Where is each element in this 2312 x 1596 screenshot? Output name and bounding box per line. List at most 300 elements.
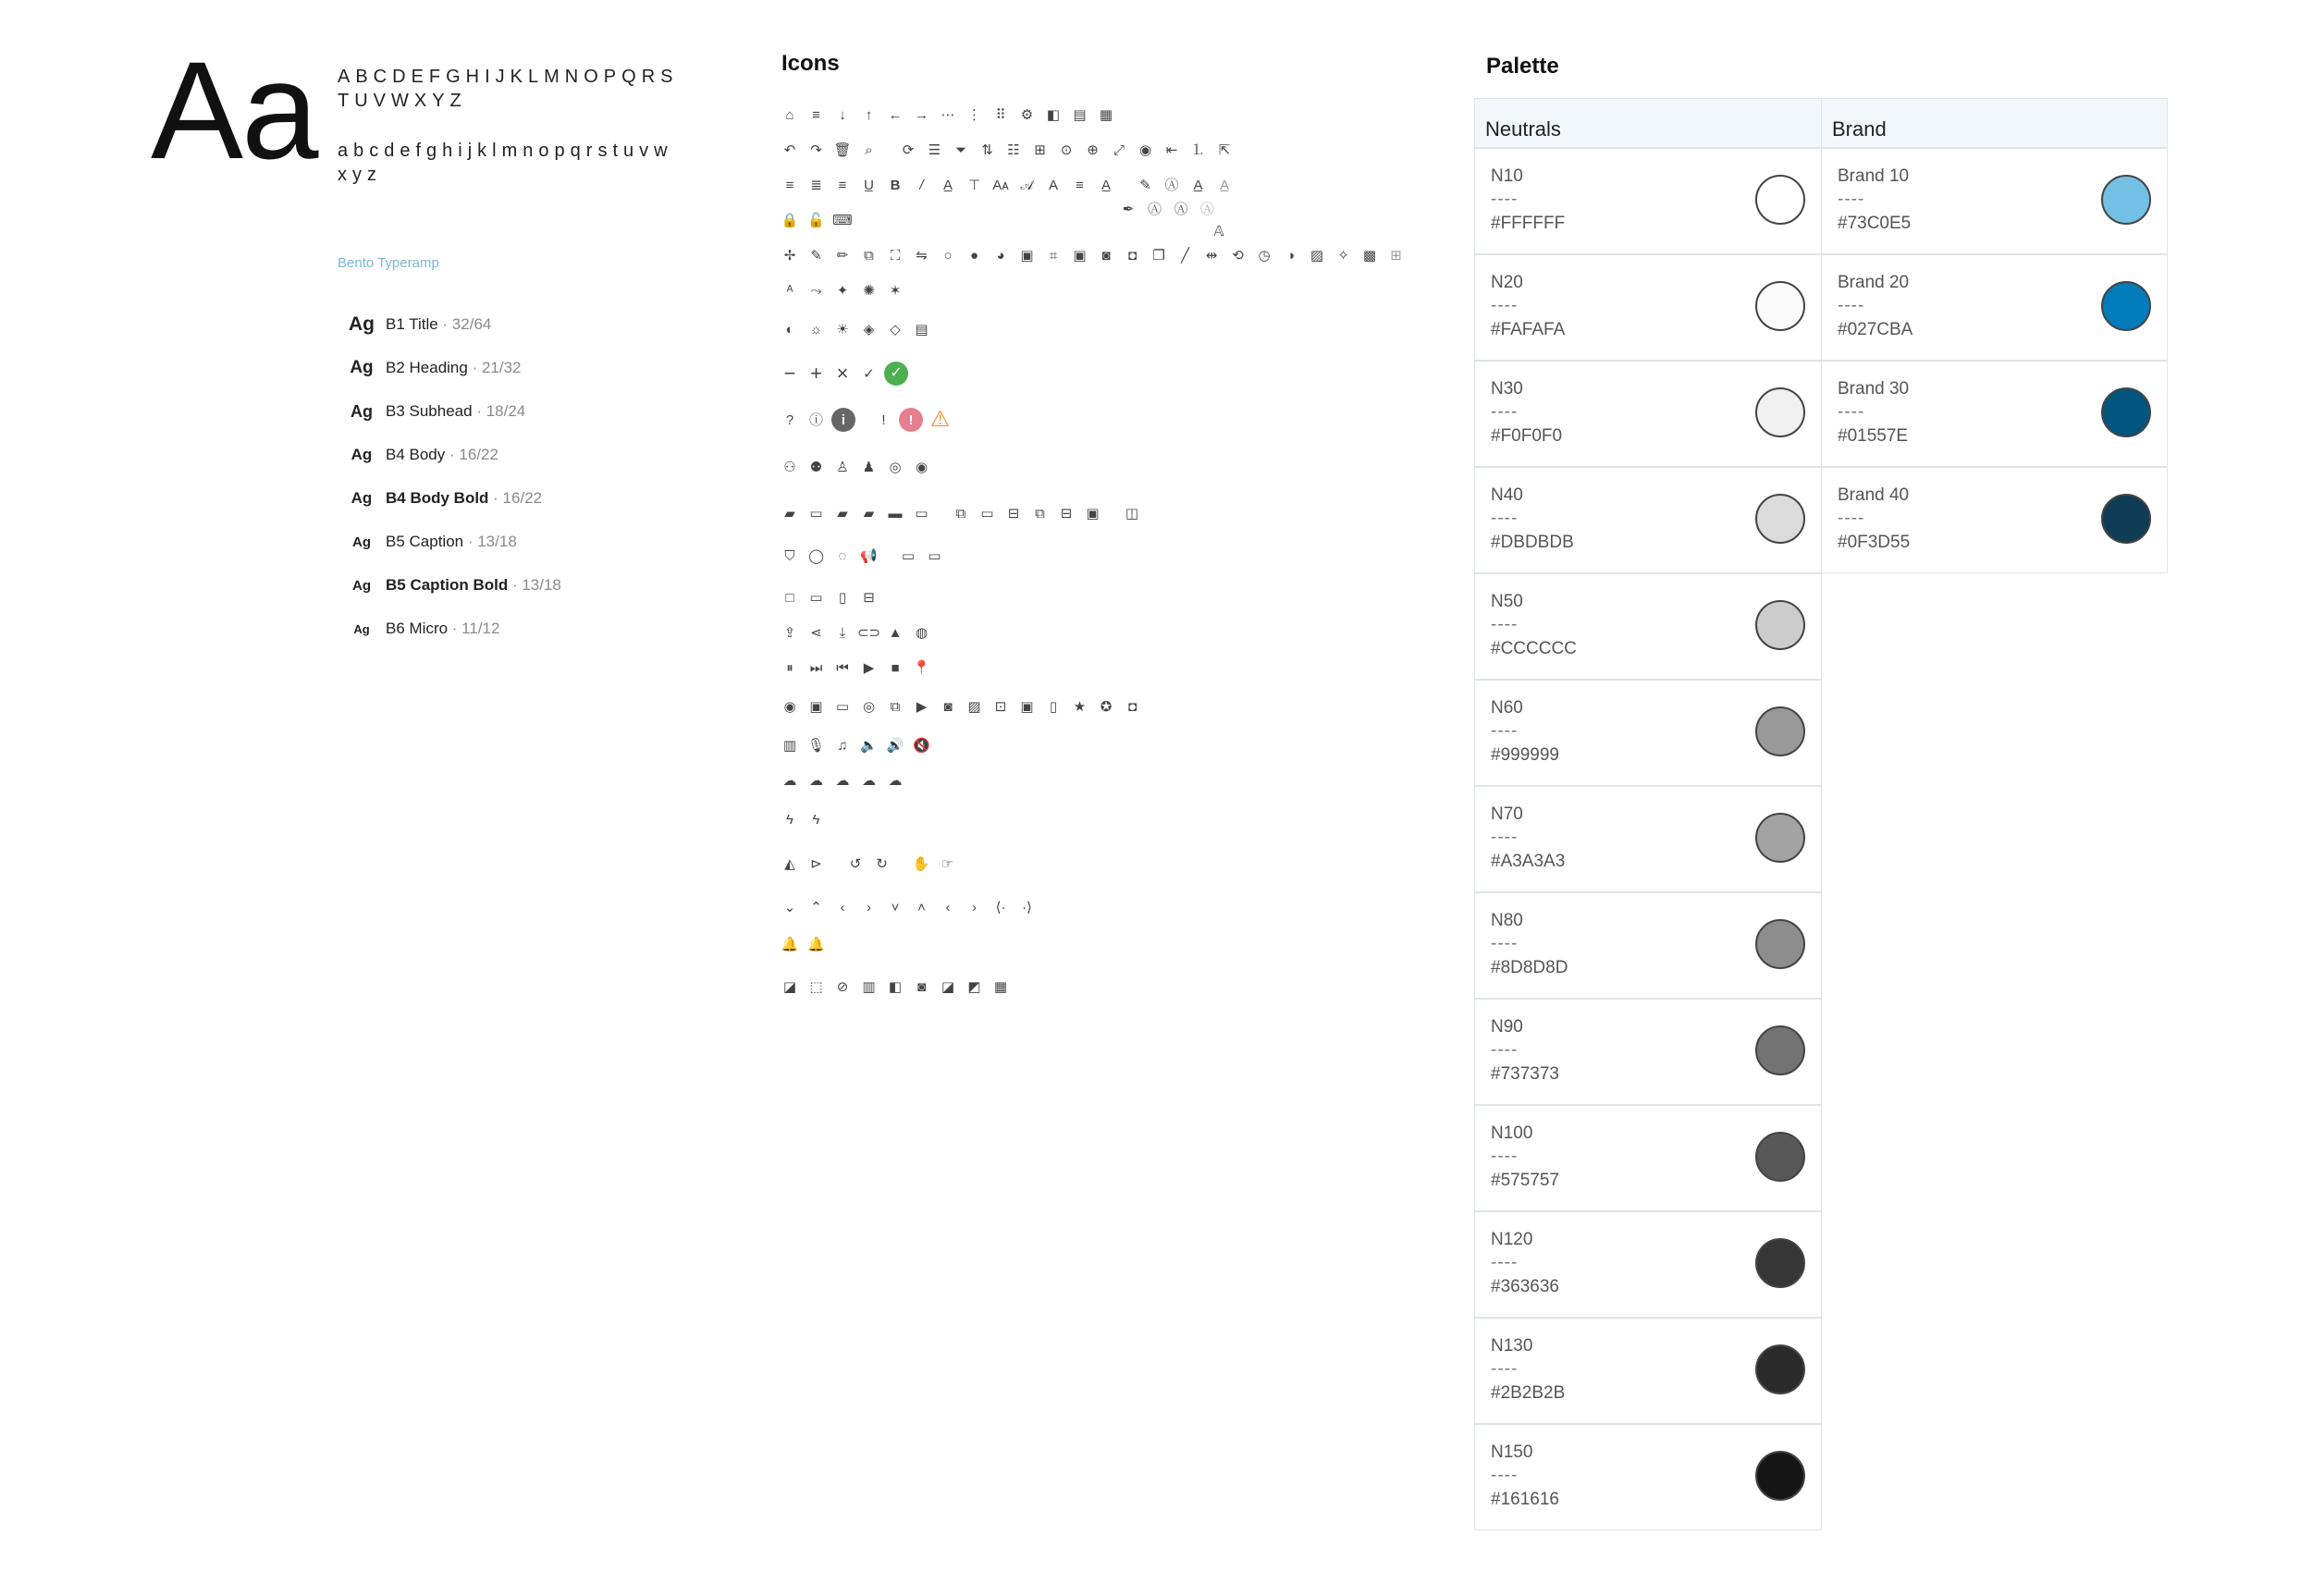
typeramp-style-name: B4 Body [386,446,446,463]
download-icon[interactable]: ⤓ [839,624,846,641]
swatch-color-circle [2101,494,2151,544]
palette-title: Palette [1486,54,1559,79]
icon-row-comments [779,543,950,569]
background-split-icon[interactable]: ◧ [888,978,903,995]
zoom-in-icon[interactable]: ⊕ [1087,141,1099,158]
bell-icon[interactable]: 🔔 [807,936,825,952]
cloud-sync-icon[interactable]: ☁ [888,772,903,789]
swatch-neutrals-0[interactable] [1474,148,1822,254]
layers-back-icon[interactable]: ◘ [1127,247,1138,264]
swatch-token-placeholder: ---- [1838,190,1865,209]
swatch-neutrals-8[interactable] [1474,999,1822,1105]
swatch-hex: #FFFFFF [1491,214,1566,233]
swatch-hex: #01557E [1838,426,1909,446]
pause-icon[interactable]: ⏸ [786,659,793,676]
icon-row-theme [779,316,937,342]
archive-outline-icon[interactable]: ⊟ [1060,505,1073,522]
arrow-right-icon[interactable]: → [915,106,928,123]
share-upload-icon[interactable]: ⇪ [783,624,796,641]
swatch-name: N130 [1491,1336,1533,1356]
comment-icon[interactable]: ◯ [808,547,824,564]
swatch-neutrals-12[interactable] [1474,1424,1822,1530]
swatch-neutrals-3[interactable] [1474,467,1822,573]
globe-icon[interactable]: ◍ [915,624,928,641]
text-background-icon[interactable]: Ⓐ [1164,177,1179,193]
highlight-icon[interactable]: ✎ [1139,177,1151,193]
badge-icon[interactable]: ✪ [1100,698,1113,715]
typeramp-style-name: B1 Title [386,315,438,333]
folder-image-icon[interactable]: ▰ [863,505,875,522]
folder-shared-icon[interactable]: ▰ [837,505,848,522]
swatch-neutrals-1[interactable] [1474,254,1822,361]
chevron-left-icon[interactable]: ‹ [840,899,845,915]
text-effect-icon[interactable]: 𝔸 [1213,223,1224,239]
search-icon[interactable]: ⌕ [865,141,873,158]
plus-icon[interactable]: + [810,362,822,385]
gallery-icon[interactable]: ▤ [915,321,928,338]
check-circle-icon[interactable]: ✓ [884,362,908,386]
help-icon[interactable]: ? [785,411,794,428]
typeramp-style-name: B5 Caption Bold [386,576,509,594]
swatch-neutrals-10[interactable] [1474,1211,1822,1318]
camera-outline-icon[interactable]: ◘ [1127,698,1138,715]
swatch-neutrals-9[interactable] [1474,1105,1822,1211]
type-specimen: Aa [151,32,317,188]
square-icon[interactable]: □ [785,589,794,606]
flip-icon[interactable]: ⇋ [916,247,928,264]
link-icon[interactable]: ⊂⊃ [856,624,881,641]
magic-wand-icon[interactable]: ✧ [1337,247,1349,264]
warning-triangle-icon[interactable]: ⚠ [929,407,951,432]
swatch-token-placeholder: ---- [1491,1253,1519,1272]
swatch-name: N40 [1491,485,1523,505]
neutrals-header: Neutrals [1474,98,1822,148]
text-color-icon[interactable]: A̲ [942,177,953,193]
swatch-brand-0[interactable] [1821,148,2168,254]
line-tool-icon[interactable]: ╱ [1180,247,1190,264]
icon-row-text-format-sub2 [1208,218,1235,244]
drive-icon[interactable]: ▲ [888,624,903,641]
folder-outline-icon[interactable]: ▭ [980,505,994,522]
icon-row-lock [779,207,858,233]
swatch-brand-1[interactable] [1821,254,2168,361]
icon-row-text-format-sub [1117,196,1223,222]
swatch-token-placeholder: ---- [1491,615,1519,634]
swatch-hex: #DBDBDB [1491,533,1574,552]
outdent-icon[interactable]: ⇤ [1165,141,1178,158]
minus-icon[interactable]: − [783,362,796,385]
text-stroke-icon[interactable]: Ⓐ [1174,201,1188,217]
record-icon[interactable]: ◉ [783,698,796,715]
video-camera-icon[interactable]: ▶ [916,698,928,715]
microphone-icon[interactable]: 🎙 [806,737,826,754]
font-color-underline-icon[interactable]: A̲ [1101,177,1111,193]
typeramp-sample: Ag [352,577,371,594]
swatch-color-circle [1755,1238,1805,1288]
screen-share-icon[interactable]: ⧉ [890,698,901,715]
droplet-outline-icon[interactable]: ○ [943,247,953,264]
grid-view-icon[interactable]: ⊞ [1034,141,1046,158]
settings-gear-icon[interactable]: ⚙ [1020,106,1034,123]
calendar-icon[interactable]: ▦ [1099,106,1113,123]
ai-text-icon[interactable]: ᴬ [786,282,793,299]
rectangle-portrait-icon[interactable]: ▯ [838,589,847,606]
mask-icon[interactable]: ◙ [1101,247,1111,264]
transform-icon[interactable]: ⛶ [890,247,901,264]
italic-icon[interactable]: / [919,177,924,193]
swatch-name: Brand 30 [1838,379,1910,399]
swatch-color-circle [2101,281,2151,331]
swatch-color-circle [1755,600,1805,650]
music-note-icon[interactable]: ♫ [837,737,848,754]
folder-new-icon[interactable]: ⊟ [1007,505,1020,522]
icon-row-audio [779,732,937,758]
collapse-icon[interactable]: ⟨· [995,899,1006,915]
typeramp-label: Bento Typeramp [338,255,439,271]
background-collage-icon[interactable]: ◙ [916,978,927,995]
typeramp-style-name: B6 Micro [386,620,449,637]
swatch-neutrals-2[interactable] [1474,361,1822,467]
chevron-up-icon[interactable]: ⌃ [810,899,822,915]
swatch-token-placeholder: ---- [1491,509,1519,528]
team-outline-icon[interactable]: ⚇ [783,459,796,475]
background-grid-icon[interactable]: ▦ [993,978,1008,995]
laptop-icon[interactable]: ▭ [835,698,850,715]
swatch-neutrals-5[interactable] [1474,680,1822,786]
line-spacing-icon[interactable]: ≡ [1076,177,1084,193]
more-vertical-icon[interactable]: ⋮ [967,106,981,123]
swatch-brand-3[interactable] [1821,467,2168,573]
volume-low-icon[interactable]: 🔈 [860,737,878,754]
rotate-left-icon[interactable]: ↺ [849,855,862,872]
stop-icon[interactable]: ■ [891,659,900,676]
message-icon[interactable]: ▭ [901,547,916,564]
rotate-swap-icon[interactable]: ⟲ [1232,247,1244,264]
expand-arrows-icon[interactable]: ·⟩ [1022,899,1032,915]
swatch-neutrals-7[interactable] [1474,892,1822,999]
chevron-right-icon[interactable]: › [867,899,871,915]
webcam-icon[interactable]: ◎ [862,698,876,715]
skip-previous-icon[interactable]: ⏮ [836,659,849,676]
zoom-fit-icon[interactable]: ⊙ [1060,141,1073,158]
background-none-icon[interactable]: ⊘ [836,978,849,995]
pin-icon[interactable]: 📍 [913,659,930,676]
arrow-left-icon[interactable]: ← [888,106,903,123]
expand-icon[interactable]: ⤢ [1113,141,1125,158]
keyboard-icon[interactable]: ⌨ [832,212,853,228]
folder-filled-icon[interactable]: ▬ [888,505,903,522]
swatch-color-circle [1755,281,1805,331]
shield-icon[interactable]: ⛉ [784,547,795,564]
align-left-icon[interactable]: ≡ [785,177,794,193]
bell-outline-icon[interactable]: 🔔 [781,936,799,952]
swatch-token-placeholder: ---- [1491,296,1519,315]
numbered-list-icon[interactable]: ⒈ [1190,141,1205,158]
text-case-icon[interactable]: A [1048,177,1058,193]
typeramp-row [338,610,499,647]
icon-row-media [779,694,1148,719]
share-icon[interactable]: ⋖ [810,624,822,641]
close-icon[interactable]: × [836,362,849,385]
ai-sparkle-icon[interactable]: ✶ [889,282,902,299]
swatch-color-circle [1755,1025,1805,1075]
swatch-name: N20 [1491,273,1523,292]
frame-icon[interactable]: ▣ [1073,247,1087,264]
hand-icon[interactable]: ✋ [912,855,930,872]
blend-icon[interactable]: ◑ [1285,247,1296,264]
icon-row-folders [779,500,1148,526]
contrast-icon[interactable]: ◐ [785,321,794,338]
image-icon[interactable]: ▨ [967,698,981,715]
rotate-right-icon[interactable]: ↻ [876,855,888,872]
swatch-name: Brand 10 [1838,166,1910,186]
font-style-icon[interactable]: 𝒜 [1020,177,1034,193]
trash-icon[interactable]: 🗑 [833,141,852,158]
arrow-down-icon[interactable]: ↓ [839,106,846,123]
typeramp-sample: Ag [349,313,375,335]
arrow-up-icon[interactable]: ↑ [865,106,873,123]
swatch-hex: #CCCCCC [1491,639,1577,658]
menu-icon[interactable]: ≡ [812,106,820,123]
swatch-name: N150 [1491,1443,1533,1462]
layers-front-icon[interactable]: ❐ [1152,247,1165,264]
typeramp-style-spec: · 13/18 [463,533,517,550]
uppercase-alphabet: ABCDEFGHIJKLMNOPQRS TUVWXYZ [338,67,679,111]
icon-row-edit [779,137,1240,163]
list-icon[interactable]: ☷ [1007,141,1020,158]
team-icon[interactable]: ⚉ [809,459,823,475]
pen-icon[interactable]: ✒ [1122,201,1135,217]
text-outline-icon[interactable]: A̲ [1193,177,1203,193]
icon-row-notifications [779,931,831,957]
text-fill-icon[interactable]: Ⓐ [1147,201,1162,217]
swatch-token-placeholder: ---- [1491,721,1519,741]
mobile-icon[interactable]: ▯ [1049,698,1058,715]
bar-chart-icon[interactable]: ▥ [782,737,797,754]
info-filled-icon[interactable]: i [831,408,855,432]
sliders-icon[interactable]: ☰ [928,141,941,158]
camera-icon[interactable]: ◙ [943,698,953,715]
swatch-color-circle [1755,387,1805,437]
background-dotted-icon[interactable]: ⬚ [809,978,823,995]
text-disabled-icon[interactable]: A̲ [1219,177,1229,193]
swatch-hex: #FAFAFA [1491,320,1566,339]
folder-copy-icon[interactable]: ⧉ [955,505,966,522]
typeramp-style-spec: · 16/22 [445,446,498,463]
filter-icon[interactable]: ⏷ [954,141,966,158]
flash-icon[interactable]: ϟ [786,811,793,828]
swatch-color-circle [1755,1344,1805,1394]
chevron-right-small-icon[interactable]: › [972,899,977,915]
swatch-neutrals-6[interactable] [1474,786,1822,892]
layers-filled-icon[interactable]: ◈ [863,321,875,338]
cloud-done-icon[interactable]: ☁ [809,772,823,789]
pan-icon[interactable]: ☞ [941,855,954,872]
brightness-high-icon[interactable]: ☀ [836,321,849,338]
chevron-left-small-icon[interactable]: ‹ [945,899,951,915]
user-icon[interactable]: ♟ [862,459,876,475]
swatch-name: N50 [1491,592,1523,611]
typeramp-style-spec: · 32/64 [437,315,492,333]
skip-next-icon[interactable]: ⏭ [809,659,823,676]
message-off-icon[interactable]: ▭ [928,547,941,564]
distribute-icon[interactable]: ⇹ [1205,247,1218,264]
typeramp-row [338,436,498,473]
archive-icon[interactable]: ▣ [1086,505,1100,522]
more-horizontal-icon[interactable]: ⋯ [941,106,955,123]
swatch-color-circle [1755,175,1805,225]
typeramp-row [338,523,517,560]
home-icon[interactable]: ⌂ [785,106,794,123]
external-link-icon[interactable]: ⇱ [1218,141,1231,158]
swatch-color-circle [1755,1132,1805,1182]
layers-outline-icon[interactable]: ◇ [890,321,901,338]
texture-icon[interactable]: ⊞ [1390,247,1402,264]
text-box-icon[interactable]: ⊤ [967,177,981,193]
icon-row-status-actions [779,361,913,387]
swatch-name: N90 [1491,1017,1523,1037]
account-circle-outline-icon[interactable]: ◎ [889,459,902,475]
ai-magic-icon[interactable]: ✦ [836,282,849,299]
folders-icon[interactable]: ⧉ [1035,505,1045,522]
swatch-hex: #F0F0F0 [1491,426,1563,446]
typeramp-style-spec: · 13/18 [508,576,561,594]
typeramp-sample: Ag [350,358,374,377]
typeramp-row [338,350,522,387]
volume-high-icon[interactable]: 🔊 [886,737,904,754]
flip-vertical-icon[interactable]: ⊳ [810,855,822,872]
resize-icon[interactable]: ⧉ [864,247,874,264]
brand-header: Brand [1821,98,2168,148]
swatch-name: Brand 20 [1838,273,1910,292]
typeramp-style-name: B5 Caption [386,533,464,550]
swatch-neutrals-11[interactable] [1474,1318,1822,1424]
check-icon[interactable]: ✓ [863,365,875,382]
portrait-icon[interactable]: ▣ [809,698,823,715]
clipboard-icon[interactable]: ▤ [1073,106,1087,123]
account-circle-icon[interactable]: ◉ [915,459,928,475]
background-fill-icon[interactable]: ◪ [782,978,797,995]
typeramp-row [338,393,525,430]
typeramp-sample: Ag [350,489,373,507]
bold-icon[interactable]: B [890,177,901,193]
layout-icon[interactable]: ⊟ [863,589,875,606]
star-icon[interactable]: ★ [1073,698,1087,715]
pointer-plus-icon[interactable]: ✢ [783,247,796,264]
crop-icon[interactable]: ⌗ [1049,247,1058,264]
rectangle-landscape-icon[interactable]: ▭ [809,589,823,606]
comment-text-icon[interactable]: ◌ [838,547,847,564]
align-center-icon[interactable]: ≣ [810,177,822,193]
refresh-icon[interactable]: ⟳ [902,141,915,158]
brush-icon[interactable]: ✎ [810,247,822,264]
user-outline-icon[interactable]: ♙ [836,459,849,475]
swatch-hex: #999999 [1491,745,1559,765]
swatch-name: N10 [1491,166,1523,186]
pencil-icon[interactable]: ✏ [836,247,849,264]
background-columns-icon[interactable]: ▥ [862,978,876,995]
sort-icon[interactable]: ⇅ [981,141,993,158]
ai-bug-icon[interactable]: ✺ [863,282,875,299]
background-diagonal-icon[interactable]: ◩ [967,978,981,995]
cloud-icon[interactable]: ☁ [782,772,797,789]
typeramp-style-spec: · 21/32 [467,359,522,376]
video-filled-icon[interactable]: ▣ [1020,698,1034,715]
swatch-hex: #0F3D55 [1838,533,1911,552]
align-right-icon[interactable]: ≡ [838,177,847,193]
swatch-color-circle [1755,1451,1805,1501]
unlock-icon[interactable]: 🔓 [807,212,825,228]
package-icon[interactable]: ◫ [1125,505,1139,522]
clock-icon[interactable]: ◷ [1258,247,1271,264]
ai-resize-icon[interactable]: ⤳ [810,282,822,299]
swatch-hex: #161616 [1491,1490,1559,1509]
palette-icon[interactable]: ◕ [996,247,1005,264]
exclamation-icon[interactable]: ! [881,411,886,428]
lock-icon[interactable]: 🔒 [781,212,799,228]
sidebar-icon[interactable]: ◧ [1046,106,1061,123]
typeramp-style-name: B2 Heading [386,359,468,376]
swatch-token-placeholder: ---- [1491,1359,1519,1379]
info-outline-icon[interactable]: ⓘ [808,411,823,428]
font-size-icon[interactable]: Aᴀ [992,177,1009,193]
typeramp-style-name: B3 Subhead [386,402,473,420]
play-icon[interactable]: ▶ [863,659,875,676]
brightness-low-icon[interactable]: ☼ [809,321,823,338]
swatch-name: N60 [1491,698,1523,718]
folder-upload-icon[interactable]: ▰ [784,505,795,522]
swatch-name: N100 [1491,1123,1533,1143]
icon-row-transform [779,851,963,877]
typeramp-style-spec: · 18/24 [472,402,526,420]
megaphone-icon[interactable]: 📢 [860,547,878,564]
folder-move-icon[interactable]: ▭ [809,505,823,522]
pattern-icon[interactable]: ▩ [1362,247,1377,264]
undo-icon[interactable]: ↶ [783,141,796,158]
redo-icon[interactable]: ↷ [810,141,822,158]
cloud-upload-icon[interactable]: ☁ [835,772,850,789]
swatch-brand-2[interactable] [1821,361,2168,467]
chevron-down-small-icon[interactable]: ˅ [891,899,900,915]
typeramp-style-spec: · 11/12 [448,620,500,637]
chevron-up-small-icon[interactable]: ˄ [917,899,926,915]
video-outline-icon[interactable]: ⊡ [994,698,1007,715]
underline-icon[interactable]: U̲ [864,177,874,193]
chevron-down-icon[interactable]: ⌄ [783,899,796,915]
apps-grid-icon[interactable]: ⠿ [995,106,1006,123]
swatch-hex: #2B2B2B [1491,1383,1566,1403]
swatch-token-placeholder: ---- [1838,509,1865,528]
flip-horizontal-icon[interactable]: ◭ [784,855,795,872]
volume-mute-icon[interactable]: 🔇 [913,737,930,754]
droplet-icon[interactable]: ● [969,247,979,264]
image-edit-icon[interactable]: ▣ [1020,247,1034,264]
error-circle-icon[interactable]: ! [899,408,923,432]
flash-off-icon[interactable]: ϟ [812,811,820,828]
swatch-hex: #363636 [1491,1277,1559,1296]
icon-row-ai-tools [779,277,911,303]
visibility-eye-icon[interactable]: ◉ [1138,141,1152,158]
folder-open-icon[interactable]: ▭ [915,505,928,522]
cloud-download-icon[interactable]: ☁ [862,772,876,789]
swatch-hex: #A3A3A3 [1491,852,1566,871]
swatch-neutrals-4[interactable] [1474,573,1822,680]
picture-icon[interactable]: ▨ [1310,247,1324,264]
background-frame-icon[interactable]: ◪ [941,978,955,995]
typeramp-row [338,567,561,604]
swatch-token-placeholder: ---- [1491,1040,1519,1060]
text-shadow-icon[interactable]: Ⓐ [1199,201,1214,217]
